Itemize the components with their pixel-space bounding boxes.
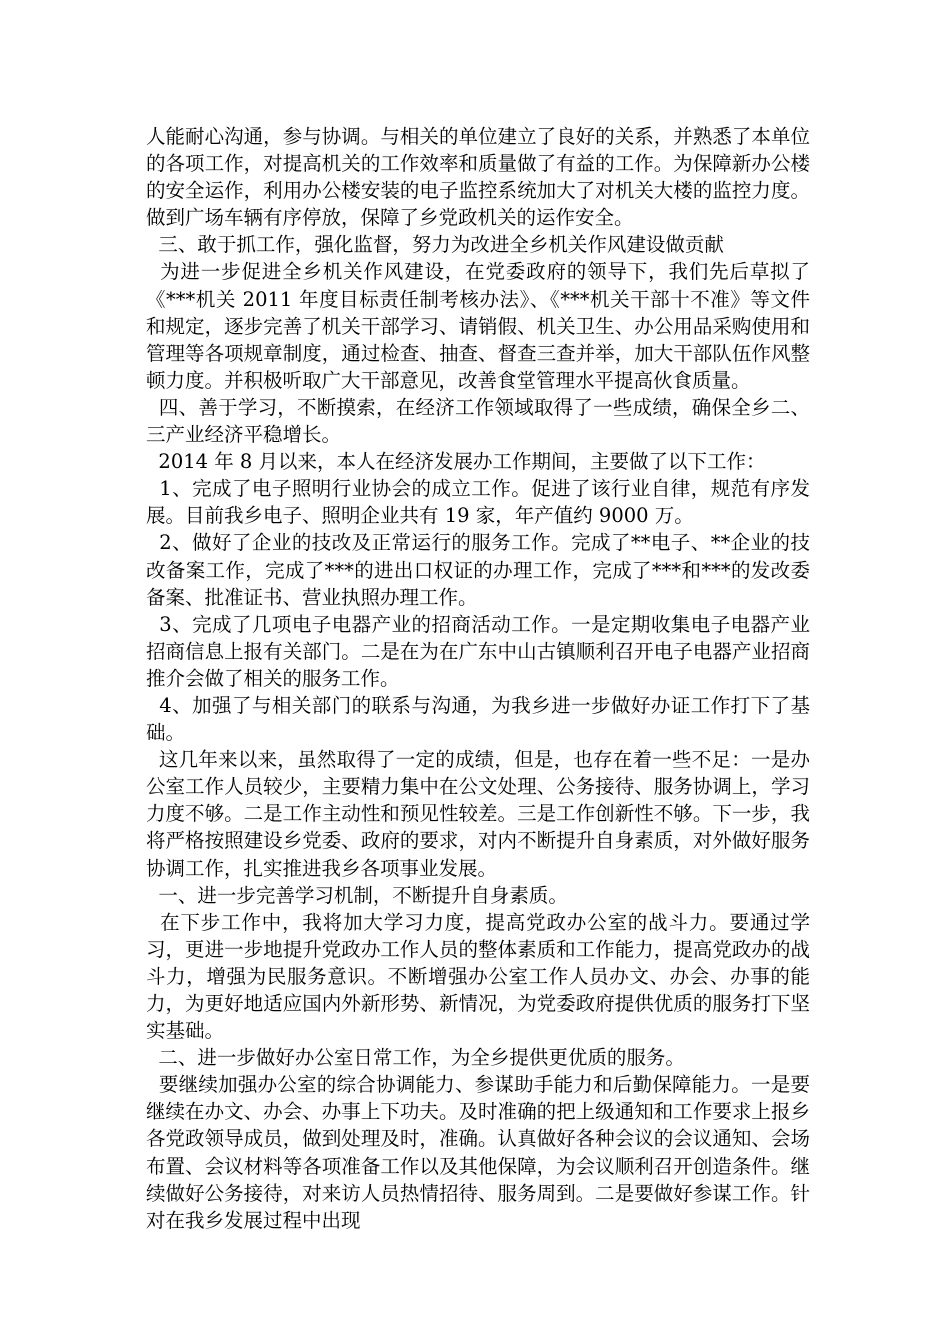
paragraph: 这几年来以来，虽然取得了一定的成绩，但是，也存在着一些不足：一是办公室工作人员较少，主要精力集中在公文处理、公务接待、服务协调上，学习力度不够。二是工作主动性和预见性较差。三是工作创新性不够。下一步，我将严格按照建设乡党委、政府的要求，对内不断提升自身素质，对外做好服务协调工作，扎实推进我乡各项事业发展。	[146, 748, 810, 880]
section-heading: 二、进一步做好办公室日常工作，为全乡提供更优质的服务。	[146, 1046, 685, 1070]
list-item: 1、完成了电子照明行业协会的成立工作。促进了该行业自律，规范有序发展。目前我乡电子、照明企业共有 19 家，年产值约 9000 万。	[146, 477, 810, 528]
list-item: 4、加强了与相关部门的联系与沟通，为我乡进一步做好办证工作打下了基础。	[146, 693, 810, 745]
document-body	[146, 123, 810, 1234]
paragraph: 2014 年 8 月以来，本人在经济发展办工作期间，主要做了以下工作：	[146, 450, 766, 474]
section-heading: 四、善于学习，不断摸索，在经济工作领域取得了一些成绩，确保全乡二、三产业经济平稳增长。	[146, 395, 810, 447]
list-item: 2、做好了企业的技改及正常运行的服务工作。完成了**电子、**企业的技改备案工作，完成了***的进出口权证的办理工作，完成了***和***的发改委备案、批准证书、营业执照办理工作。	[146, 531, 810, 609]
section-heading: 一、进一步完善学习机制，不断提升自身素质。	[146, 883, 568, 907]
paragraph: 为进一步促进全乡机关作风建设，在党委政府的领导下，我们先后草拟了《***机关 2011 年度目标责任制考核办法》、《***机关干部十不准》等文件和规定，逐步完善了机关干部学习、请销假、机关卫生、办公用品采购使用和管理等各项规章制度，通过检查、抽查、督查三查并举，加大干部队伍作风整顿力度。并积极听取广大干部意见，改善食堂管理水平提高伙食质量。	[146, 260, 810, 392]
paragraph: 在下步工作中，我将加大学习力度，提高党政办公室的战斗力。要通过学习，更进一步地提升党政办工作人员的整体素质和工作能力，提高党政办的战斗力，增强为民服务意识。不断增强办公室工作人员办文、办会、办事的能力，为更好地适应国内外新形势、新情况，为党委政府提供优质的服务打下坚实基础。	[146, 910, 810, 1043]
paragraph: 要继续加强办公室的综合协调能力、参谋助手能力和后勤保障能力。一是要继续在办文、办会、办事上下功夫。及时准确的把上级通知和工作要求上报乡各党政领导成员，做到处理及时，准确。认真做好各种会议的会议通知、会场布置、会议材料等各项准备工作以及其他保障，为会议顺利召开创造条件。继续做好公务接待，对来访人员热情招待、服务周到。二是要做好参谋工作。针对在我乡发展过程中出现	[146, 1073, 810, 1232]
paragraph: 人能耐心沟通，参与协调。与相关的单位建立了良好的关系，并熟悉了本单位的各项工作，对提高机关的工作效率和质量做了有益的工作。为保障新办公楼的安全运作，利用办公楼安装的电子监控系统加大了对机关大楼的监控力度。做到广场车辆有序停放，保障了乡党政机关的运作安全。	[146, 125, 810, 230]
section-heading: 三、敢于抓工作，强化监督，努力为改进全乡机关作风建设做贡献	[146, 233, 724, 257]
list-item: 3、完成了几项电子电器产业的招商活动工作。一是定期收集电子电器产业招商信息上报有关部门。二是在为在广东中山古镇顺利召开电子电器产业招商推介会做了相关的服务工作。	[146, 612, 810, 690]
